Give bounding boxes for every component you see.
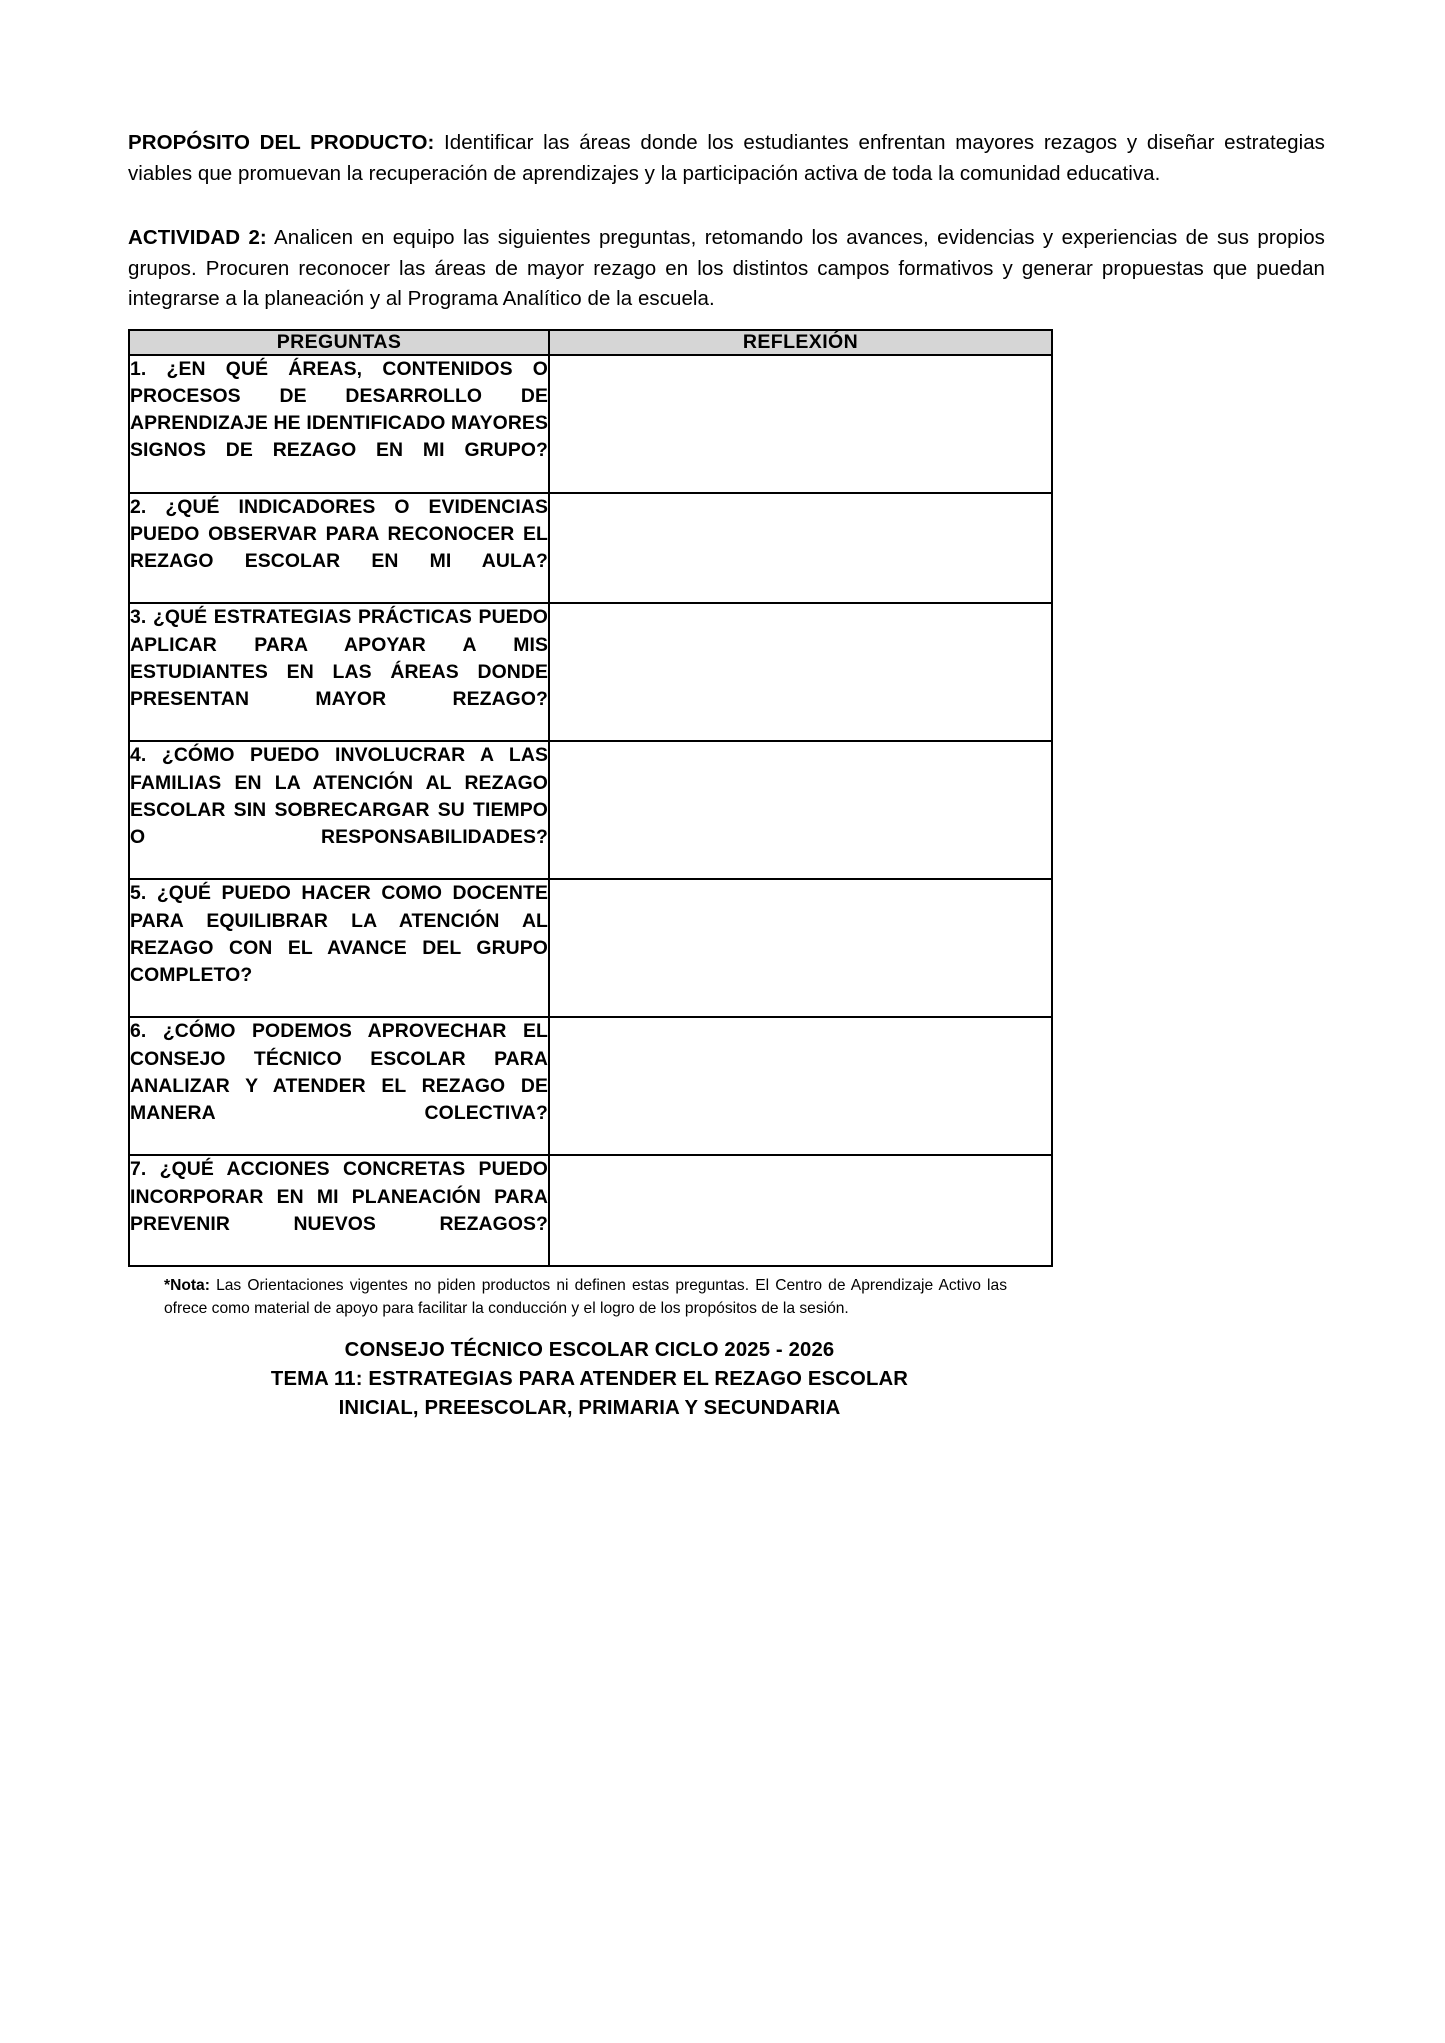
question-cell-7 bbox=[129, 1155, 549, 1266]
question-cell-2 bbox=[129, 493, 549, 604]
purpose-label: PROPÓSITO DEL PRODUCTO: bbox=[128, 131, 435, 154]
question-cell-4 bbox=[129, 741, 549, 879]
table-row bbox=[129, 879, 1052, 1017]
reflection-cell-3[interactable] bbox=[549, 603, 1052, 741]
purpose-body: Identificar las áreas donde los estudiantes enfrentan mayores rezagos y diseñar estrategias viables que promuevan la recuperación de aprendizajes y la participación activa de toda la comunidad educativa. bbox=[128, 131, 1325, 185]
footnote-body: Las Orientaciones vigentes no piden productos ni definen estas preguntas. El Centro de Aprendizaje Activo las ofrece como material de apoyo para facilitar la conducción y el logro de los propósitos de la sesión. bbox=[164, 1277, 1007, 1318]
table-row bbox=[129, 355, 1052, 493]
reflection-cell-7[interactable] bbox=[549, 1155, 1052, 1266]
table-row bbox=[129, 493, 1052, 604]
questions-reflection-table bbox=[128, 329, 1053, 1268]
question-text-1: 1. ¿EN QUÉ ÁREAS, CONTENIDOS O PROCESOS DE DESARROLLO DE APRENDIZAJE HE IDENTIFICADO MAYORES SIGNOS DE REZAGO EN MI GRUPO? bbox=[130, 357, 548, 462]
question-text-7: 7. ¿QUÉ ACCIONES CONCRETAS PUEDO INCORPORAR EN MI PLANEACIÓN PARA PREVENIR NUEVOS REZAGOS? bbox=[130, 1158, 548, 1235]
reflection-cell-2[interactable] bbox=[549, 493, 1052, 604]
question-text-3: 3. ¿QUÉ ESTRATEGIAS PRÁCTICAS PUEDO APLICAR PARA APOYAR A MIS ESTUDIANTES EN LAS ÁREAS DONDE PRESENTAN MAYOR REZAGO? bbox=[130, 606, 548, 710]
table-row bbox=[129, 1155, 1052, 1266]
reflection-cell-1[interactable] bbox=[549, 355, 1052, 493]
footer-line-cycle: CONSEJO TÉCNICO ESCOLAR CICLO 2025 - 2026 bbox=[344, 1338, 835, 1361]
column-header-preguntas: PREGUNTAS bbox=[129, 330, 549, 355]
footer-line-theme: TEMA 11: ESTRATEGIAS PARA ATENDER EL REZAGO ESCOLAR bbox=[270, 1367, 909, 1390]
activity-paragraph bbox=[128, 223, 1325, 315]
question-text-5: 5. ¿QUÉ PUEDO HACER COMO DOCENTE PARA EQUILIBRAR LA ATENCIÓN AL REZAGO CON EL AVANCE DEL GRUPO COMPLETO? bbox=[130, 882, 548, 986]
table-header-row bbox=[129, 330, 1052, 355]
column-header-reflexion: REFLEXIÓN bbox=[549, 330, 1052, 355]
question-text-4: 4. ¿CÓMO PUEDO INVOLUCRAR A LAS FAMILIAS EN LA ATENCIÓN AL REZAGO ESCOLAR SIN SOBRECARGAR SU TIEMPO O RESPONSABILIDADES? bbox=[130, 744, 548, 848]
activity-body: Analicen en equipo las siguientes preguntas, retomando los avances, evidencias y experiencias de sus propios grupos. Procuren reconocer las áreas de mayor rezago en los distintos campos formativos y generar propuestas que puedan integrarse a la planeación y al Programa Analítico de la escuela. bbox=[128, 226, 1325, 310]
question-cell-5 bbox=[129, 879, 549, 1017]
question-cell-1 bbox=[129, 355, 549, 493]
table-row bbox=[129, 741, 1052, 879]
reflection-cell-6[interactable] bbox=[549, 1017, 1052, 1155]
activity-label: ACTIVIDAD 2: bbox=[128, 226, 267, 249]
footer-line-levels: INICIAL, PREESCOLAR, PRIMARIA Y SECUNDARIA bbox=[338, 1396, 841, 1419]
question-cell-3 bbox=[129, 603, 549, 741]
question-text-6: 6. ¿CÓMO PODEMOS APROVECHAR EL CONSEJO TÉCNICO ESCOLAR PARA ANALIZAR Y ATENDER EL REZAGO DE MANERA COLECTIVA? bbox=[130, 1020, 548, 1124]
question-text-2: 2. ¿QUÉ INDICADORES O EVIDENCIAS PUEDO OBSERVAR PARA RECONOCER EL REZAGO ESCOLAR EN MI AULA? bbox=[130, 495, 548, 572]
table-row bbox=[129, 1017, 1052, 1155]
table-row bbox=[129, 603, 1052, 741]
footnote-label: *Nota: bbox=[164, 1277, 210, 1295]
reflection-cell-5[interactable] bbox=[549, 879, 1052, 1017]
footer-block bbox=[128, 1336, 1051, 1423]
footnote bbox=[128, 1274, 1011, 1320]
purpose-paragraph bbox=[128, 128, 1325, 189]
question-cell-6 bbox=[129, 1017, 549, 1155]
reflection-cell-4[interactable] bbox=[549, 741, 1052, 879]
